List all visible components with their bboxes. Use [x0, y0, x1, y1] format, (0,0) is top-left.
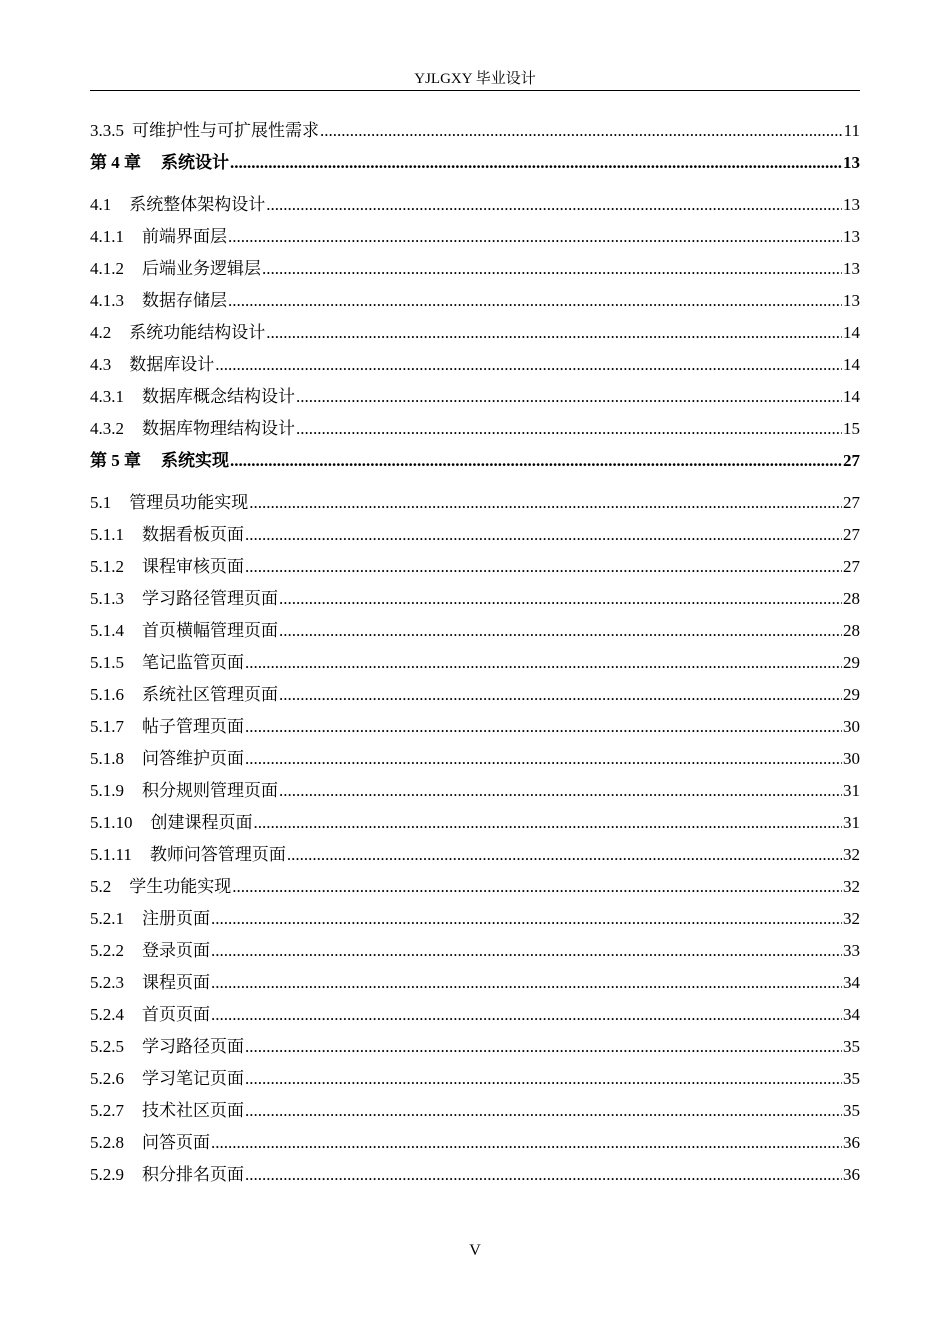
toc-entry-page: 13 [843, 153, 860, 172]
toc-entry-number: 5.2.2 [90, 941, 124, 960]
toc-entry-page: 32 [843, 909, 860, 928]
toc-entry-page: 31 [843, 781, 860, 800]
toc-entry-number: 4.1.2 [90, 259, 124, 278]
toc-entry-number: 5.2.6 [90, 1069, 124, 1088]
toc-entry-number: 4.1.1 [90, 227, 124, 246]
toc-entry-title: 首页页面 [142, 1005, 210, 1024]
toc-entry-title: 学习笔记页面 [142, 1069, 244, 1088]
toc-leader-dots [245, 554, 842, 580]
toc-entry-title: 系统社区管理页面 [142, 685, 278, 704]
toc-entry[interactable] [90, 618, 860, 650]
toc-entry[interactable] [90, 490, 860, 522]
toc-leader-dots [320, 118, 843, 144]
toc-entry-title: 注册页面 [142, 909, 210, 928]
toc-leader-dots [245, 1034, 842, 1060]
toc-leader-dots [245, 1066, 842, 1092]
toc-entry-number: 4.3 [90, 355, 112, 374]
toc-entry[interactable] [90, 118, 860, 150]
toc-entry-number: 5.1.3 [90, 589, 124, 608]
toc-entry[interactable] [90, 842, 860, 874]
toc-entry-title: 系统整体架构设计 [129, 195, 266, 214]
toc-entry-number: 5.2.8 [90, 1133, 124, 1152]
toc-entry-number: 4.1.3 [90, 291, 124, 310]
toc-entry-number: 3.3.5 [90, 121, 124, 140]
toc-entry-page: 33 [843, 941, 860, 960]
toc-entry-page: 34 [843, 973, 860, 992]
toc-entry[interactable] [90, 970, 860, 1002]
toc-entry-page: 36 [843, 1165, 860, 1184]
toc-entry-number: 5.2.7 [90, 1101, 124, 1120]
toc-leader-dots [245, 522, 842, 548]
toc-entry-page: 27 [843, 493, 860, 512]
toc-leader-dots [296, 416, 842, 442]
toc-entry[interactable] [90, 192, 860, 224]
toc-entry-page: 27 [843, 557, 860, 576]
toc-leader-dots [262, 256, 842, 282]
toc-leader-dots [211, 1130, 842, 1156]
toc-entry-title: 课程页面 [142, 973, 210, 992]
toc-chapter-entry[interactable] [90, 150, 860, 192]
toc-entry-number: 5.2.4 [90, 1005, 124, 1024]
toc-entry-page: 15 [843, 419, 860, 438]
toc-entry-page: 14 [843, 323, 860, 342]
toc-entry-title: 管理员功能实现 [129, 493, 249, 512]
toc-entry-number: 5.2.9 [90, 1165, 124, 1184]
toc-entry[interactable] [90, 224, 860, 256]
toc-entry-title: 问答维护页面 [142, 749, 244, 768]
toc-entry-page: 35 [843, 1101, 860, 1120]
toc-entry[interactable] [90, 522, 860, 554]
toc-entry-title: 学生功能实现 [129, 877, 232, 896]
toc-entry-page: 29 [843, 685, 860, 704]
toc-entry-page: 13 [843, 227, 860, 246]
toc-leader-dots [296, 384, 842, 410]
toc-entry-title: 可维护性与可扩展性需求 [132, 121, 319, 140]
toc-entry-title: 积分排名页面 [142, 1165, 244, 1184]
toc-entry-title: 数据看板页面 [142, 525, 244, 544]
toc-entry-page: 13 [843, 291, 860, 310]
toc-entry-number: 5.2.5 [90, 1037, 124, 1056]
toc-entry-page: 13 [843, 195, 860, 214]
toc-leader-dots [211, 1002, 842, 1028]
toc-leader-dots [249, 490, 842, 516]
toc-leader-dots [279, 618, 842, 644]
toc-entry-page: 36 [843, 1133, 860, 1152]
table-of-contents [90, 118, 860, 1194]
toc-entry-number: 5.1.8 [90, 749, 124, 768]
toc-entry-title: 课程审核页面 [142, 557, 244, 576]
page-header: YJLGXY 毕业设计 [90, 70, 860, 91]
toc-entry-title: 首页横幅管理页面 [142, 621, 278, 640]
toc-entry-title: 数据库物理结构设计 [142, 419, 295, 438]
toc-leader-dots [230, 150, 842, 176]
toc-entry-number: 第 5 章 [90, 451, 141, 470]
toc-entry-number: 5.2.1 [90, 909, 124, 928]
toc-leader-dots [245, 746, 842, 772]
toc-entry-page: 27 [843, 451, 860, 470]
toc-entry-title: 登录页面 [142, 941, 210, 960]
toc-leader-dots [228, 224, 842, 250]
toc-leader-dots [287, 842, 842, 868]
toc-entry-title: 教师问答管理页面 [149, 845, 286, 864]
toc-leader-dots [211, 906, 842, 932]
toc-entry-title: 数据库设计 [129, 355, 215, 374]
toc-leader-dots [211, 970, 842, 996]
toc-leader-dots [254, 810, 843, 836]
toc-entry-number: 5.1.7 [90, 717, 124, 736]
toc-entry[interactable] [90, 746, 860, 778]
toc-entry-title: 创建课程页面 [150, 813, 253, 832]
toc-entry-title: 系统实现 [161, 451, 229, 470]
toc-entry[interactable] [90, 288, 860, 320]
toc-entry[interactable] [90, 1066, 860, 1098]
toc-entry-title: 帖子管理页面 [142, 717, 244, 736]
toc-entry[interactable] [90, 810, 860, 842]
toc-entry[interactable] [90, 384, 860, 416]
toc-entry[interactable] [90, 682, 860, 714]
toc-leader-dots [245, 650, 842, 676]
toc-entry[interactable] [90, 938, 860, 970]
toc-entry-title: 学习路径页面 [142, 1037, 244, 1056]
toc-entry-page: 31 [843, 813, 860, 832]
toc-entry-title: 前端界面层 [142, 227, 227, 246]
toc-entry[interactable] [90, 714, 860, 746]
toc-entry-title: 系统设计 [161, 153, 229, 172]
toc-leader-dots [228, 288, 842, 314]
toc-entry-page: 30 [843, 717, 860, 736]
toc-entry[interactable] [90, 874, 860, 906]
toc-entry-page: 28 [843, 621, 860, 640]
toc-entry-number: 5.2 [90, 877, 112, 896]
toc-leader-dots [230, 448, 842, 474]
toc-entry-title: 问答页面 [142, 1133, 210, 1152]
page-number: V [469, 1242, 481, 1259]
toc-entry-number: 第 4 章 [90, 153, 141, 172]
toc-entry-number: 5.1.5 [90, 653, 124, 672]
toc-leader-dots [245, 1162, 842, 1188]
toc-entry-page: 32 [843, 877, 860, 896]
toc-leader-dots [245, 1098, 842, 1124]
toc-entry-number: 5.1.9 [90, 781, 124, 800]
toc-entry-page: 35 [843, 1037, 860, 1056]
toc-entry-number: 4.3.2 [90, 419, 124, 438]
toc-leader-dots [279, 682, 842, 708]
toc-leader-dots [266, 320, 842, 346]
toc-entry-page: 27 [843, 525, 860, 544]
toc-entry-number: 4.3.1 [90, 387, 124, 406]
toc-entry-number: 4.1 [90, 195, 112, 214]
toc-entry-title: 数据存储层 [142, 291, 227, 310]
toc-entry-number: 5.1.2 [90, 557, 124, 576]
toc-entry[interactable] [90, 1098, 860, 1130]
toc-entry-page: 11 [843, 121, 860, 140]
toc-entry[interactable] [90, 906, 860, 938]
toc-leader-dots [215, 352, 842, 378]
toc-entry-page: 14 [843, 355, 860, 374]
toc-leader-dots [232, 874, 842, 900]
toc-entry-number: 5.1.6 [90, 685, 124, 704]
toc-entry-title: 笔记监管页面 [142, 653, 244, 672]
toc-entry[interactable] [90, 650, 860, 682]
toc-entry-page: 29 [843, 653, 860, 672]
toc-entry-page: 14 [843, 387, 860, 406]
toc-entry-title: 后端业务逻辑层 [142, 259, 261, 278]
toc-entry-number: 5.1.11 [90, 845, 132, 864]
toc-entry-number: 5.2.3 [90, 973, 124, 992]
toc-entry-title: 积分规则管理页面 [142, 781, 278, 800]
toc-entry-title: 学习路径管理页面 [142, 589, 278, 608]
toc-entry-title: 技术社区页面 [142, 1101, 244, 1120]
toc-entry[interactable] [90, 1162, 860, 1194]
toc-entry[interactable] [90, 1130, 860, 1162]
toc-entry[interactable] [90, 320, 860, 352]
toc-entry-page: 32 [843, 845, 860, 864]
toc-entry[interactable] [90, 586, 860, 618]
toc-entry[interactable] [90, 1002, 860, 1034]
toc-entry[interactable] [90, 778, 860, 810]
toc-entry-page: 28 [843, 589, 860, 608]
toc-entry[interactable] [90, 554, 860, 586]
toc-entry-title: 系统功能结构设计 [129, 323, 266, 342]
toc-entry-page: 13 [843, 259, 860, 278]
toc-entry-page: 30 [843, 749, 860, 768]
toc-entry-number: 4.2 [90, 323, 112, 342]
toc-entry-page: 35 [843, 1069, 860, 1088]
toc-entry[interactable] [90, 256, 860, 288]
toc-leader-dots [245, 714, 842, 740]
toc-entry[interactable] [90, 1034, 860, 1066]
toc-entry[interactable] [90, 352, 860, 384]
toc-leader-dots [266, 192, 842, 218]
toc-entry-number: 5.1.4 [90, 621, 124, 640]
toc-entry-number: 5.1.10 [90, 813, 133, 832]
toc-entry-title: 数据库概念结构设计 [142, 387, 295, 406]
toc-entry-page: 34 [843, 1005, 860, 1024]
toc-leader-dots [211, 938, 842, 964]
toc-entry-number: 5.1 [90, 493, 112, 512]
toc-entry-number: 5.1.1 [90, 525, 124, 544]
toc-chapter-entry[interactable] [90, 448, 860, 490]
toc-leader-dots [279, 586, 842, 612]
toc-leader-dots [279, 778, 842, 804]
toc-entry[interactable] [90, 416, 860, 448]
